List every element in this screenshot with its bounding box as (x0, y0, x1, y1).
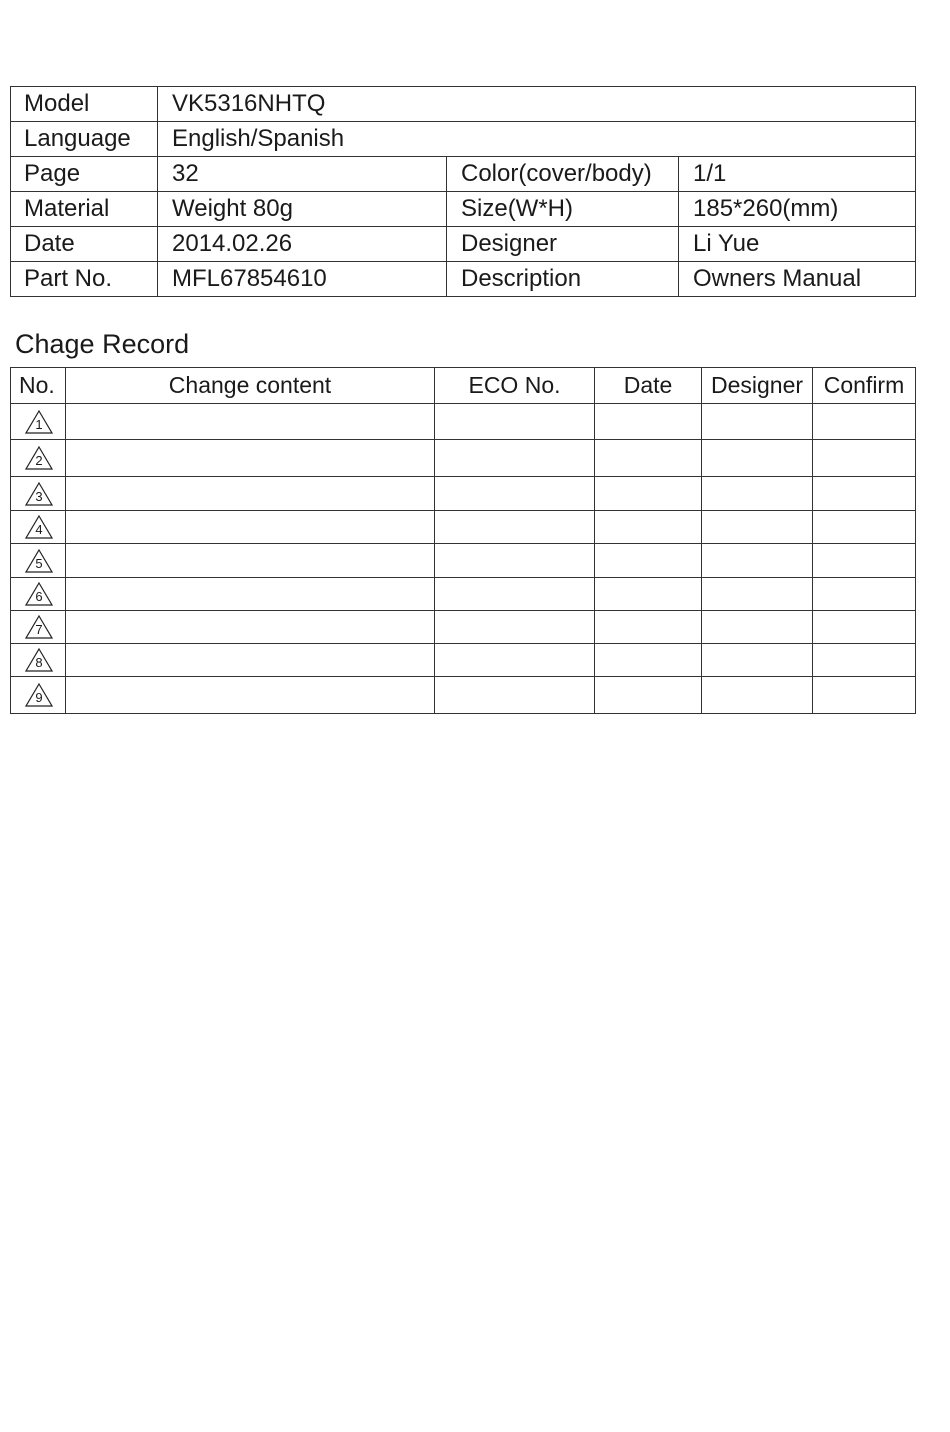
revision-number: 3 (35, 488, 43, 504)
change-record-row (11, 544, 916, 578)
description-label: Description (447, 262, 679, 297)
page-label: Page (11, 157, 158, 192)
change-content-cell (66, 677, 435, 714)
change-content-cell (66, 440, 435, 477)
designer-cell (702, 404, 813, 440)
change-record-row (11, 440, 916, 477)
info-row-language (11, 122, 916, 157)
designer-cell (702, 611, 813, 644)
change-content-cell (66, 644, 435, 677)
triangle-revision-icon (25, 582, 53, 606)
material-value: Weight 80g (158, 192, 447, 227)
date-cell (595, 677, 702, 714)
info-row-page (11, 157, 916, 192)
eco-no-cell (435, 611, 595, 644)
change-row-number (11, 578, 66, 611)
color-value: 1/1 (679, 157, 916, 192)
eco-no-cell (435, 544, 595, 578)
change-content-cell (66, 477, 435, 511)
size-label: Size(W*H) (447, 192, 679, 227)
date-cell (595, 611, 702, 644)
designer-cell (702, 677, 813, 714)
date-value: 2014.02.26 (158, 227, 447, 262)
page-value: 32 (158, 157, 447, 192)
confirm-cell (813, 511, 916, 544)
confirm-cell (813, 440, 916, 477)
date-cell (595, 440, 702, 477)
material-label: Material (11, 192, 158, 227)
eco-no-cell (435, 404, 595, 440)
confirm-cell (813, 544, 916, 578)
size-value: 185*260(mm) (679, 192, 916, 227)
eco-no-cell (435, 644, 595, 677)
triangle-revision-icon (25, 683, 53, 707)
info-row-model (11, 87, 916, 122)
triangle-revision-icon (25, 515, 53, 539)
partno-label: Part No. (11, 262, 158, 297)
designer-cell (702, 544, 813, 578)
change-record-row (11, 477, 916, 511)
language-label: Language (11, 122, 158, 157)
change-record-row (11, 511, 916, 544)
eco-no-cell (435, 677, 595, 714)
language-value: English/Spanish (158, 122, 916, 157)
eco-no-cell (435, 440, 595, 477)
header-date: Date (595, 368, 702, 404)
header-no: No. (11, 368, 66, 404)
change-record-row (11, 677, 916, 714)
eco-no-cell (435, 578, 595, 611)
date-cell (595, 477, 702, 511)
header-eco-no: ECO No. (435, 368, 595, 404)
model-value: VK5316NHTQ (158, 87, 916, 122)
change-row-number (11, 611, 66, 644)
designer-cell (702, 477, 813, 511)
date-cell (595, 511, 702, 544)
change-record-row (11, 644, 916, 677)
change-record-row (11, 578, 916, 611)
model-label: Model (11, 87, 158, 122)
date-cell (595, 404, 702, 440)
partno-value: MFL67854610 (158, 262, 447, 297)
eco-no-cell (435, 511, 595, 544)
description-value: Owners Manual (679, 262, 916, 297)
revision-number: 4 (35, 522, 43, 537)
header-change-content: Change content (66, 368, 435, 404)
designer-label: Designer (447, 227, 679, 262)
info-row-date (11, 227, 916, 262)
triangle-revision-icon (25, 446, 53, 470)
designer-cell (702, 511, 813, 544)
info-row-partno (11, 262, 916, 297)
change-content-cell (66, 544, 435, 578)
confirm-cell (813, 644, 916, 677)
header-confirm: Confirm (813, 368, 916, 404)
designer-cell (702, 644, 813, 677)
change-row-number (11, 477, 66, 511)
change-content-cell (66, 611, 435, 644)
designer-value: Li Yue (679, 227, 916, 262)
triangle-revision-icon (25, 482, 53, 506)
revision-number: 7 (35, 622, 43, 637)
change-record-row (11, 611, 916, 644)
color-label: Color(cover/body) (447, 157, 679, 192)
change-row-number (11, 440, 66, 477)
triangle-revision-icon (25, 549, 53, 573)
document-info-table (10, 86, 916, 297)
change-record-table (10, 367, 916, 714)
revision-number: 5 (35, 555, 43, 571)
revision-number: 8 (35, 655, 43, 670)
confirm-cell (813, 477, 916, 511)
header-designer: Designer (702, 368, 813, 404)
confirm-cell (813, 611, 916, 644)
change-record-body (11, 404, 916, 714)
change-content-cell (66, 511, 435, 544)
designer-cell (702, 578, 813, 611)
date-cell (595, 578, 702, 611)
triangle-revision-icon (25, 648, 53, 672)
confirm-cell (813, 404, 916, 440)
revision-number: 1 (35, 416, 43, 432)
date-label: Date (11, 227, 158, 262)
change-record-header-row (11, 368, 916, 404)
change-record-title: Chage Record (15, 329, 190, 359)
eco-no-cell (435, 477, 595, 511)
change-row-number (11, 677, 66, 714)
change-content-cell (66, 578, 435, 611)
triangle-revision-icon (25, 410, 53, 434)
revision-number: 6 (35, 589, 43, 604)
designer-cell (702, 440, 813, 477)
change-row-number (11, 511, 66, 544)
change-row-number (11, 644, 66, 677)
revision-number: 9 (35, 690, 43, 705)
confirm-cell (813, 578, 916, 611)
date-cell (595, 544, 702, 578)
date-cell (595, 644, 702, 677)
revision-number: 2 (35, 453, 43, 468)
triangle-revision-icon (25, 615, 53, 639)
change-row-number (11, 404, 66, 440)
info-row-material (11, 192, 916, 227)
change-record-row (11, 404, 916, 440)
confirm-cell (813, 677, 916, 714)
change-content-cell (66, 404, 435, 440)
change-row-number (11, 544, 66, 578)
